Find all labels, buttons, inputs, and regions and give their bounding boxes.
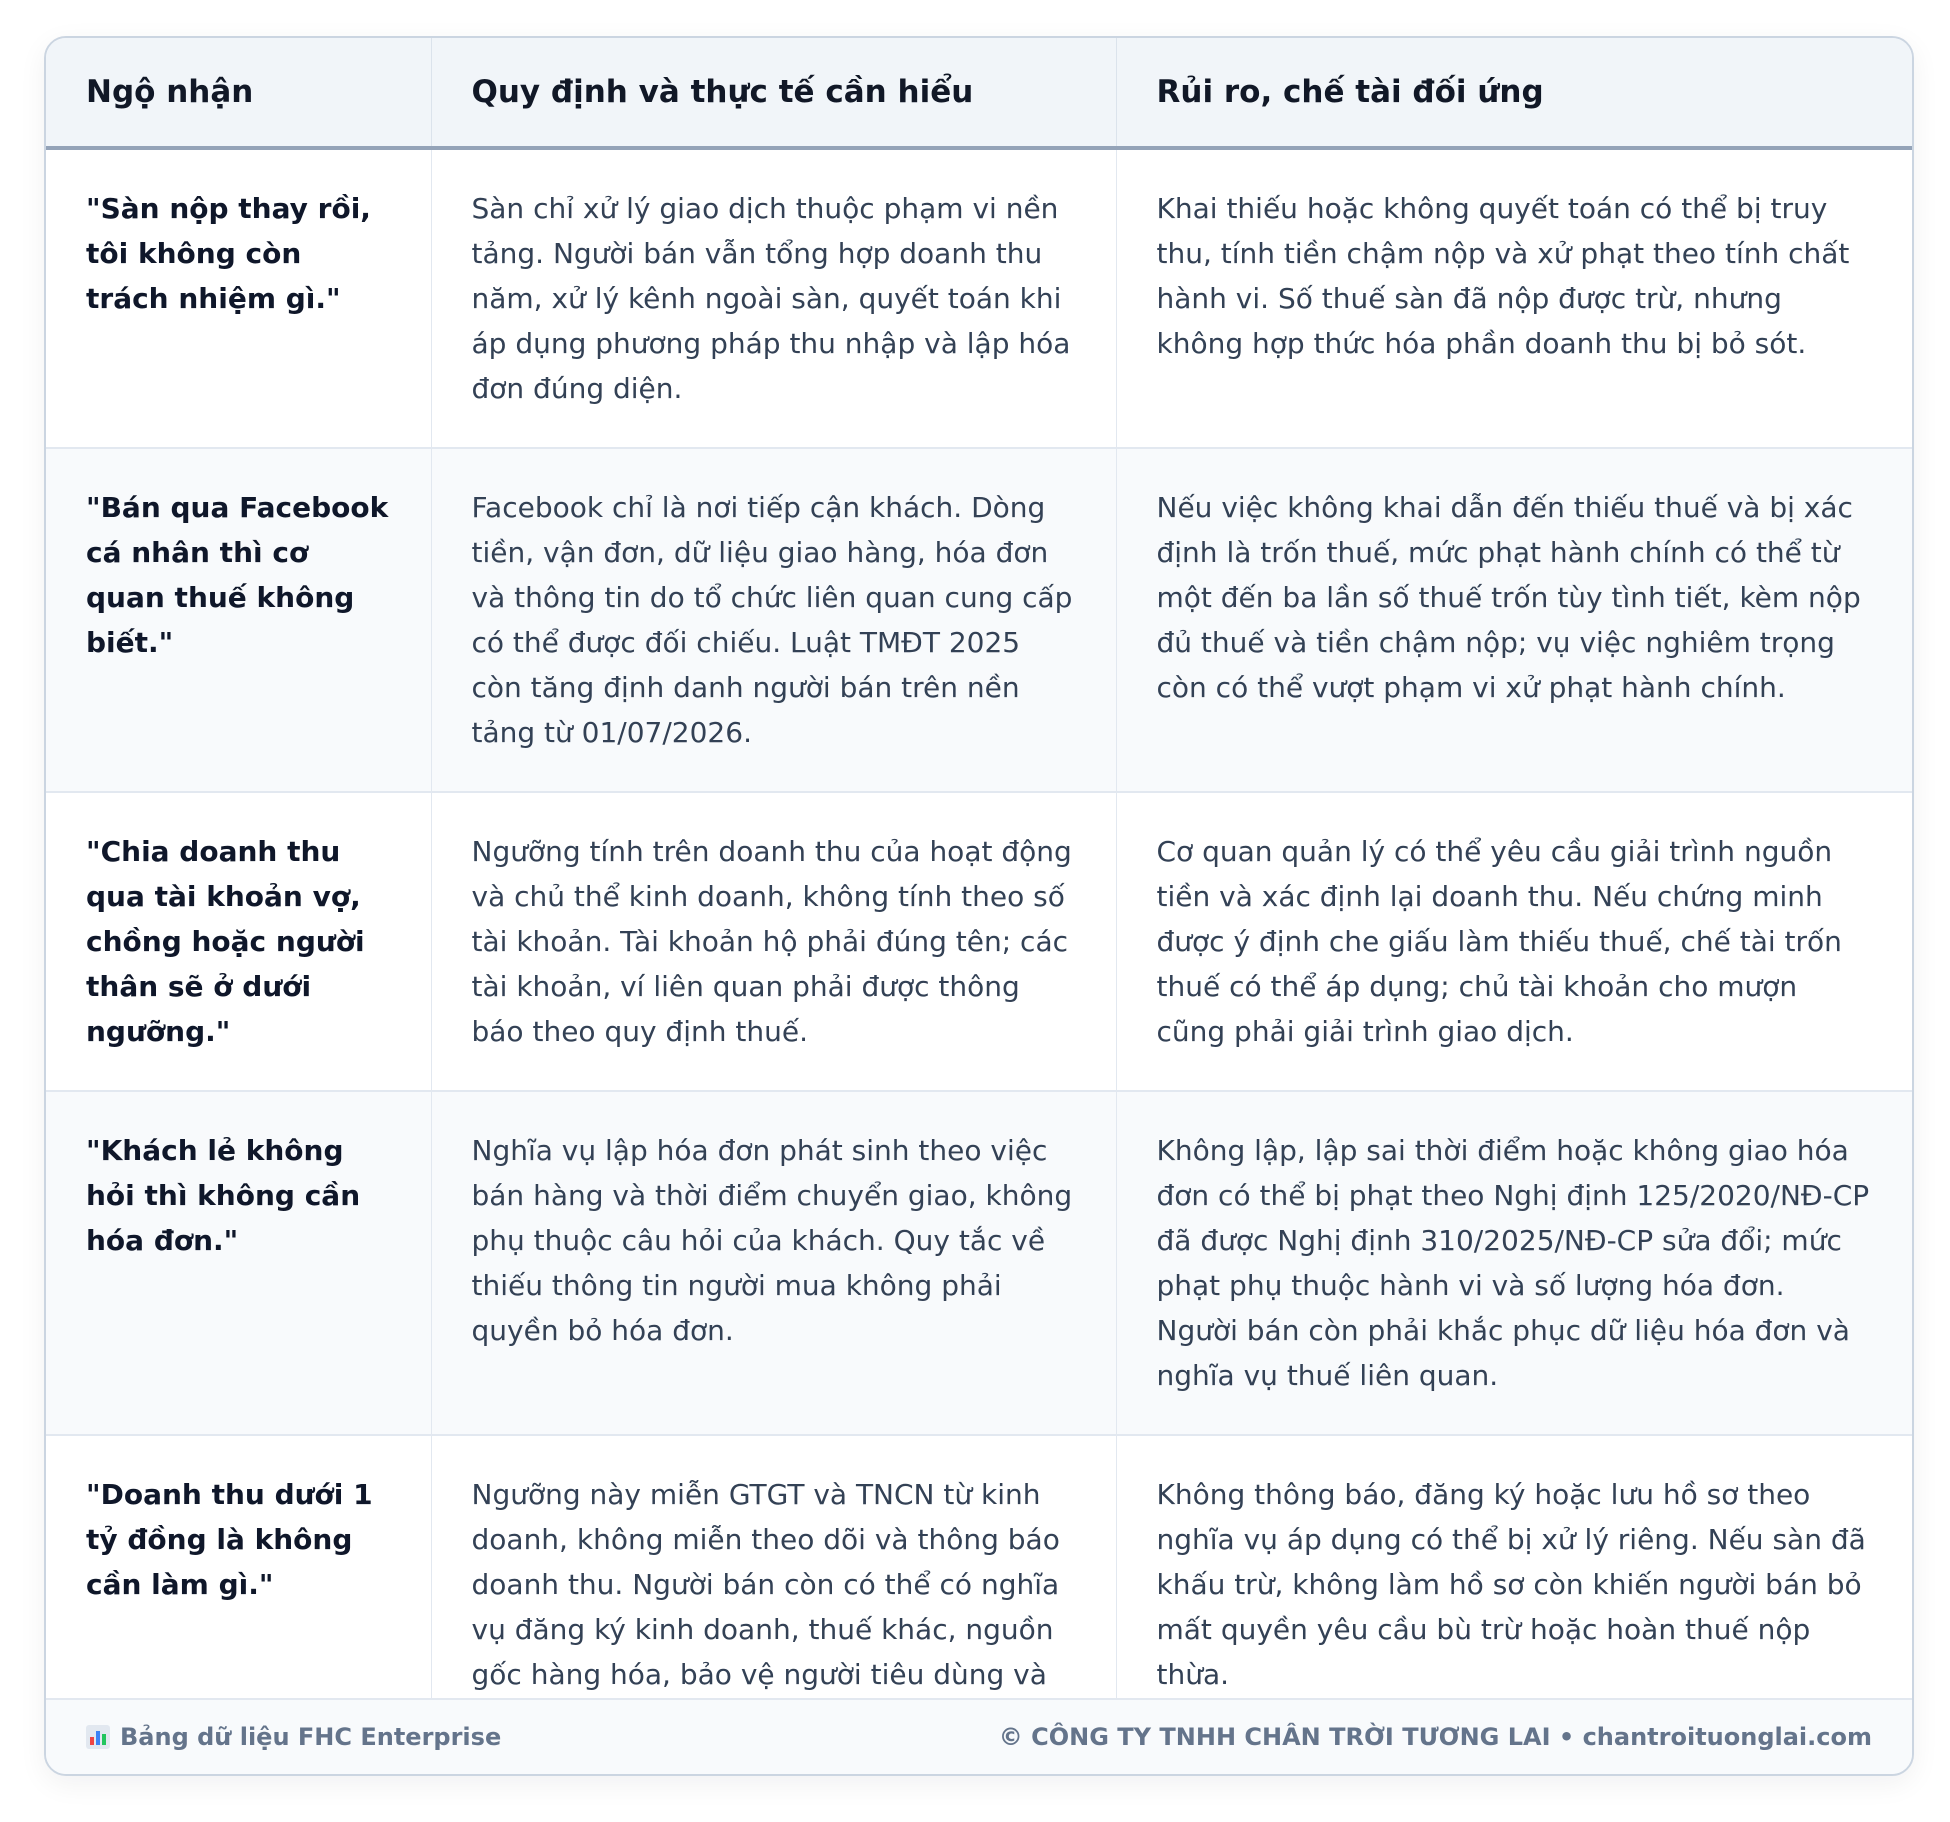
table-row	[46, 448, 1912, 792]
footer-copyright: © CÔNG TY TNHH CHÂN TRỜI TƯƠNG LAI • chantroituonglai.com	[998, 1723, 1872, 1751]
table-footer	[46, 1698, 1912, 1774]
risk-cell: Không lập, lập sai thời điểm hoặc không giao hóa đơn có thể bị phạt theo Nghị định 125/2020/NĐ-CP đã được Nghị định 310/2025/NĐ-CP sửa đổi; mức phạt phụ thuộc hành vi và số lượng hóa đơn. Người bán còn phải khắc phục dữ liệu hóa đơn và nghĩa vụ thuế liên quan.	[1116, 1091, 1912, 1435]
column-header-risk: Rủi ro, chế tài đối ứng	[1116, 38, 1912, 148]
regulation-cell: Sàn chỉ xử lý giao dịch thuộc phạm vi nền tảng. Người bán vẫn tổng hợp doanh thu năm, xử lý kênh ngoài sàn, quyết toán khi áp dụng phương pháp thu nhập và lập hóa đơn đúng diện.	[431, 148, 1116, 448]
regulation-cell: Ngưỡng tính trên doanh thu của hoạt động và chủ thể kinh doanh, không tính theo số tài khoản. Tài khoản hộ phải đúng tên; các tài khoản, ví liên quan phải được thông báo theo quy định thuế.	[431, 792, 1116, 1091]
misconception-cell: "Doanh thu dưới 1 tỷ đồng là không cần làm gì."	[46, 1435, 431, 1776]
regulation-cell: Facebook chỉ là nơi tiếp cận khách. Dòng tiền, vận đơn, dữ liệu giao hàng, hóa đơn và thông tin do tổ chức liên quan cung cấp có thể được đối chiếu. Luật TMĐT 2025 còn tăng định danh người bán trên nền tảng từ 01/07/2026.	[431, 448, 1116, 792]
misconception-cell: "Chia doanh thu qua tài khoản vợ, chồng hoặc người thân sẽ ở dưới ngưỡng."	[46, 792, 431, 1091]
footer-source-label: Bảng dữ liệu FHC Enterprise	[120, 1723, 502, 1751]
risk-cell: Không thông báo, đăng ký hoặc lưu hồ sơ theo nghĩa vụ áp dụng có thể bị xử lý riêng. Nếu sàn đã khấu trừ, không làm hồ sơ còn khiến người bán bỏ mất quyền yêu cầu bù trừ hoặc hoàn thuế nộp thừa.	[1116, 1435, 1912, 1776]
misconception-cell: "Sàn nộp thay rồi, tôi không còn trách nhiệm gì."	[46, 148, 431, 448]
table-row	[46, 792, 1912, 1091]
misconception-cell: "Khách lẻ không hỏi thì không cần hóa đơn."	[46, 1091, 431, 1435]
table-row	[46, 148, 1912, 448]
column-header-regulation: Quy định và thực tế cần hiểu	[431, 38, 1116, 148]
risk-cell: Khai thiếu hoặc không quyết toán có thể bị truy thu, tính tiền chậm nộp và xử phạt theo tính chất hành vi. Số thuế sàn đã nộp được trừ, nhưng không hợp thức hóa phần doanh thu bị bỏ sót.	[1116, 148, 1912, 448]
column-header-misconception: Ngộ nhận	[46, 38, 431, 148]
table-header-row	[46, 38, 1912, 148]
risk-cell: Cơ quan quản lý có thể yêu cầu giải trình nguồn tiền và xác định lại doanh thu. Nếu chứng minh được ý định che giấu làm thiếu thuế, chế tài trốn thuế có thể áp dụng; chủ tài khoản cho mượn cũng phải giải trình giao dịch.	[1116, 792, 1912, 1091]
footer-source	[86, 1723, 501, 1751]
risk-cell: Nếu việc không khai dẫn đến thiếu thuế và bị xác định là trốn thuế, mức phạt hành chính có thể từ một đến ba lần số thuế trốn tùy tình tiết, kèm nộp đủ thuế và tiền chậm nộp; vụ việc nghiêm trọng còn có thể vượt phạm vi xử phạt hành chính.	[1116, 448, 1912, 792]
bar-chart-icon	[86, 1725, 110, 1749]
data-table-card	[44, 36, 1914, 1776]
misconceptions-table	[46, 38, 1912, 1776]
misconception-cell: "Bán qua Facebook cá nhân thì cơ quan thuế không biết."	[46, 448, 431, 792]
regulation-cell: Ngưỡng này miễn GTGT và TNCN từ kinh doanh, không miễn theo dõi và thông báo doanh thu. Người bán còn có thể có nghĩa vụ đăng ký kinh doanh, thuế khác, nguồn gốc hàng hóa, bảo vệ người tiêu dùng và	[431, 1435, 1116, 1776]
regulation-cell: Nghĩa vụ lập hóa đơn phát sinh theo việc bán hàng và thời điểm chuyển giao, không phụ thuộc câu hỏi của khách. Quy tắc về thiếu thông tin người mua không phải quyền bỏ hóa đơn.	[431, 1091, 1116, 1435]
table-row	[46, 1091, 1912, 1435]
